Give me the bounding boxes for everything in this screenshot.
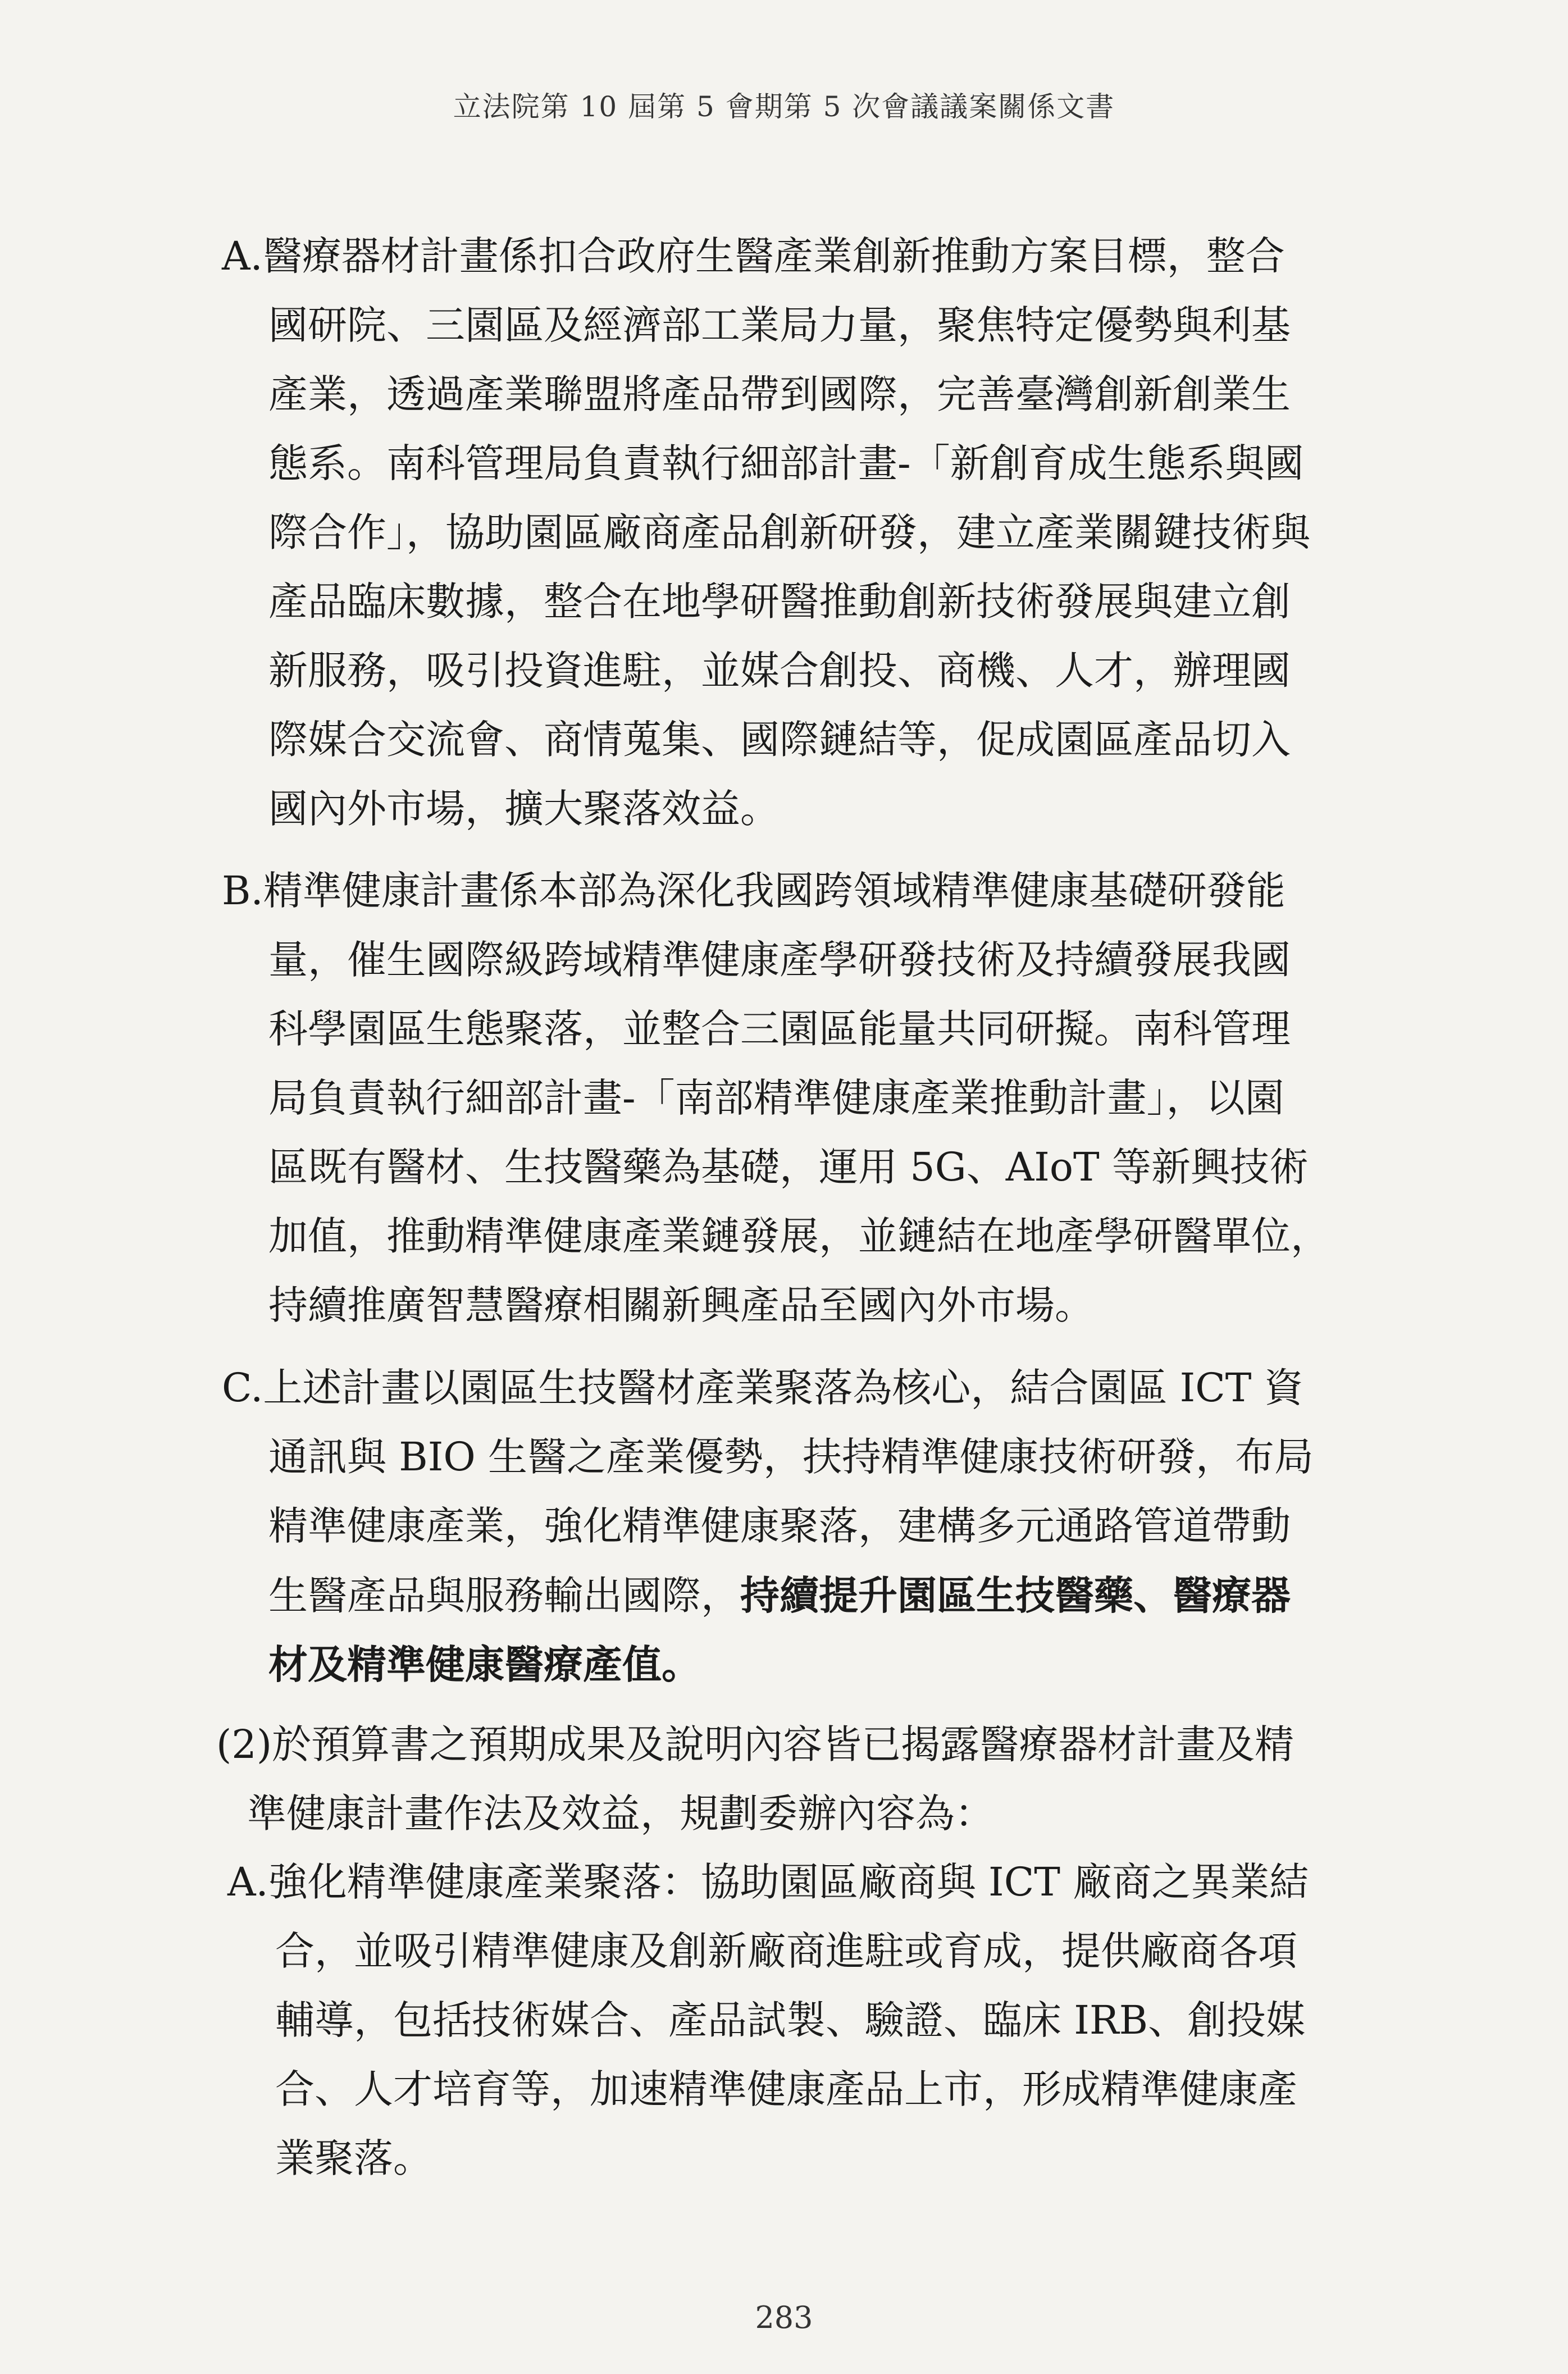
section-a-line-9: 國內外市場，擴大聚落效益。 — [268, 786, 780, 832]
section-a-line-3: 產業，透過產業聯盟將產品帶到國際，完善臺灣創新創業生 — [268, 371, 1291, 417]
section-2-a-line-2: 合，並吸引精準健康及創新廠商進駐或育成，提供廠商各項 — [275, 1928, 1297, 1974]
document-header: 立法院第 10 屆第 5 會期第 5 次會議議案關係文書 — [453, 90, 1115, 123]
section-2-label: (2) — [216, 1721, 272, 1767]
section-a-label: A. — [222, 233, 263, 279]
section-a-line-5: 際合作」，協助園區廠商產品創新研發，建立產業關鍵技術與 — [268, 509, 1310, 555]
section-c-line-4: 生醫產品與服務輸出國際，持續提升園區生技醫藥、醫療器 — [268, 1572, 1291, 1619]
section-b-line-1: B.精準健康計畫係本部為深化我國跨領域精準健康基礎研發能 — [222, 856, 1286, 926]
section-c-line-3: 精準健康產業，強化精準健康聚落，建構多元通路管道帶動 — [268, 1503, 1291, 1549]
section-a-line-6: 產品臨床數據，整合在地學研醫推動創新技術發展與建立創 — [268, 578, 1291, 625]
page-number: 283 — [755, 2300, 813, 2335]
section-2-a-label: A. — [227, 1859, 268, 1905]
section-2-line-2: 準健康計畫作法及效益，規劃委辦內容為： — [247, 1790, 994, 1837]
section-a-line-1: A.醫療器材計畫係扣合政府生醫產業創新推動方案目標，整合 — [222, 222, 1285, 291]
section-2-a-line-1: A.強化精準健康產業聚落：協助園區廠商與 ICT 廠商之異業結 — [227, 1848, 1309, 1917]
section-2-a-line-3: 輔導，包括技術媒合、產品試製、驗證、臨床 IRB、創投媒 — [275, 1997, 1306, 2043]
section-2-a-line-4: 合、人才培育等，加速精準健康產品上市，形成精準健康產 — [275, 2066, 1297, 2112]
section-2-a-line-5: 業聚落。 — [275, 2135, 432, 2181]
section-a-line-2: 國研院、三園區及經濟部工業局力量，聚焦特定優勢與利基 — [268, 302, 1291, 348]
section-b-line-7: 持續推廣智慧醫療相關新興產品至國內外市場。 — [268, 1282, 1094, 1328]
section-a-line-7: 新服務，吸引投資進駐，並媒合創投、商機、人才，辦理國 — [268, 648, 1291, 694]
section-c-line-5: 材及精準健康醫療產值。 — [268, 1641, 701, 1688]
section-b-line-2: 量，催生國際級跨域精準健康產學研發技術及持續發展我國 — [268, 937, 1291, 983]
section-b-line-4: 局負責執行細部計畫-「南部精準健康產業推動計畫」，以園 — [268, 1075, 1284, 1121]
section-2-line-1: (2)於預算書之預期成果及說明內容皆已揭露醫療器材計畫及精 — [216, 1710, 1294, 1779]
section-c-line-2: 通訊與 BIO 生醫之產業優勢，扶持精準健康技術研發，布局 — [268, 1434, 1314, 1480]
section-b-label: B. — [222, 868, 263, 914]
section-b-line-3: 科學園區生態聚落，並整合三園區能量共同研擬。南科管理 — [268, 1006, 1291, 1052]
section-c-label: C. — [222, 1365, 263, 1411]
section-c-line-1: C.上述計畫以園區生技醫材產業聚落為核心，結合園區 ICT 資 — [222, 1354, 1303, 1423]
section-a-line-4: 態系。南科管理局負責執行細部計畫-「新創育成生態系與國 — [268, 440, 1304, 486]
section-b-line-6: 加值，推動精準健康產業鏈發展，並鏈結在地產學研醫單位， — [268, 1213, 1330, 1259]
section-a-line-8: 際媒合交流會、商情蒐集、國際鏈結等，促成園區產品切入 — [268, 717, 1291, 763]
section-b-line-5: 區既有醫材、生技醫藥為基礎，運用 5G、AIoT 等新興技術 — [268, 1144, 1309, 1190]
emphasis-text: 持續提升園區生技醫藥、醫療器 — [740, 1572, 1291, 1619]
